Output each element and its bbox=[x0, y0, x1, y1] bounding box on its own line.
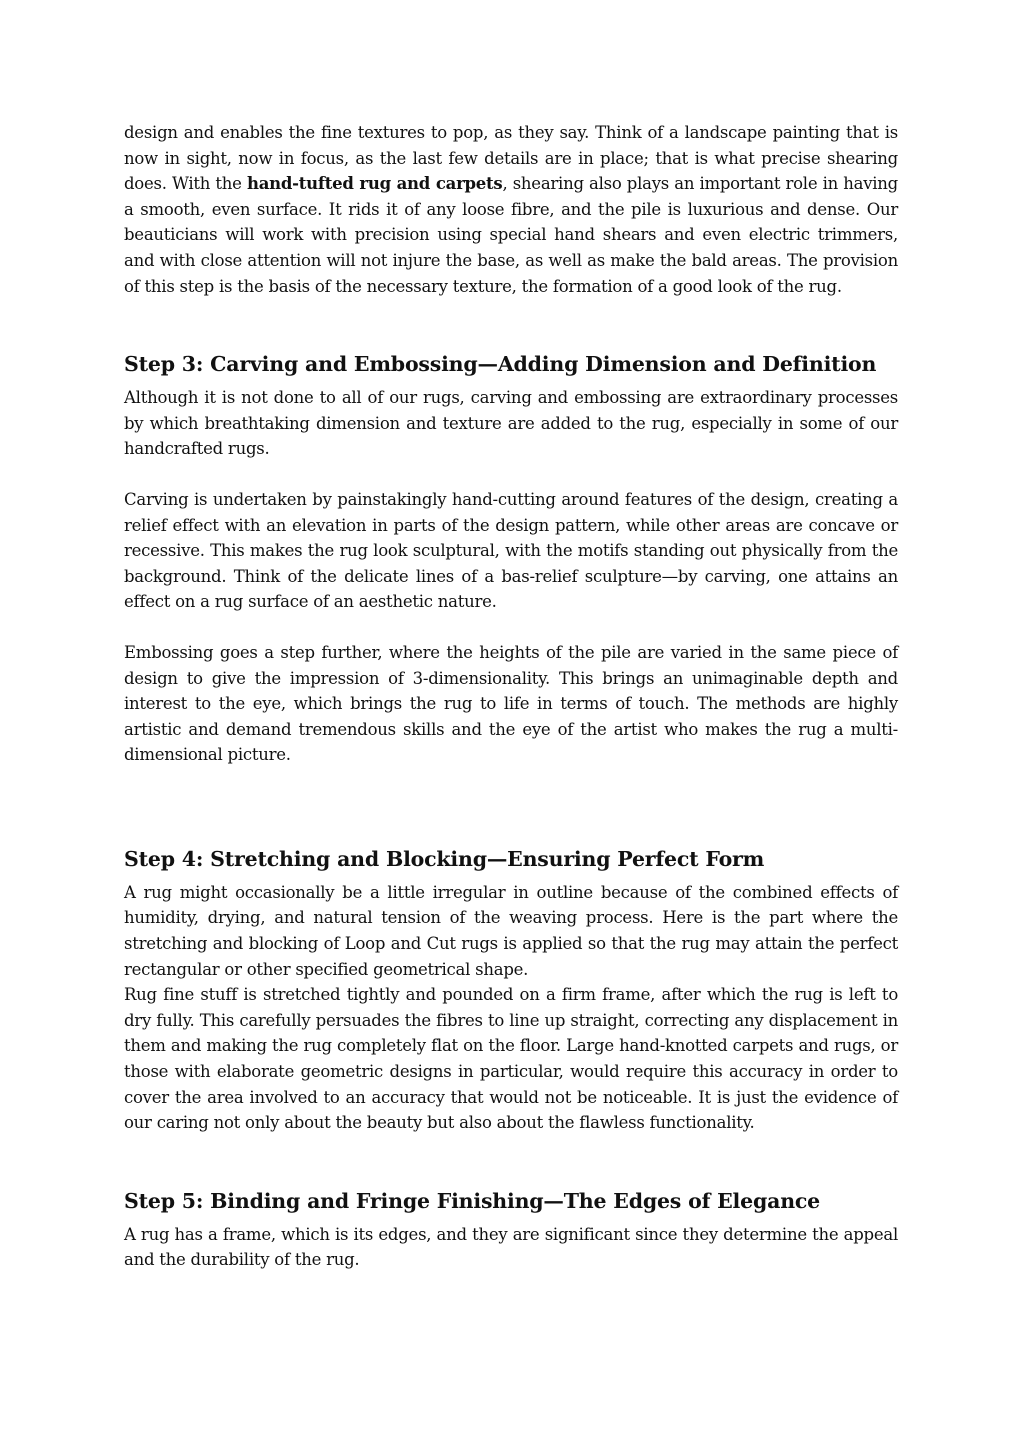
step4-paragraph-2: Rug fine stuff is stretched tightly and pounded on a firm frame, after which the rug is left to dry fully. This carefully persuades the fibres to line up straight, correcting any displacement in them and making the rug completely flat on the floor. Large hand-knotted carpets and rugs, or those with elaborate geometric designs in particular, would require this accuracy in order to cover the area involved to an accuracy that would not be noticeable. It is just the evidence of our caring not only about the beauty but also about the flawless functionality. bbox=[124, 985, 898, 1133]
step3-paragraph-2: Carving is undertaken by painstakingly hand-cutting around features of the design, creating a relief effect with an elevation in parts of the design pattern, while other areas are concave or recessive. This makes the rug look sculptural, with the motifs standing out physically from the background. Think of the delicate lines of a bas-relief sculpture—by carving, one attains an effect on a rug surface of an aesthetic nature. bbox=[124, 489, 898, 612]
document-page bbox=[124, 120, 898, 1273]
hand-tufted-rug-link-text: hand-tufted rug and carpets bbox=[246, 174, 503, 194]
step3-heading: Step 3: Carving and Embossing—Adding Dimension and Definition bbox=[124, 352, 877, 377]
intro-text-after: , shearing also plays an important role in having a smooth, even surface. It rids it of any loose fibre, and the pile is luxurious and dense. Our beauticians will work with precision using special hand shears and even electric trimmers, and with close attention will not injure the base, as well as make the bald areas. The provision of this step is the basis of the necessary texture, the formation of a good look of the rug. bbox=[124, 174, 898, 296]
step5-paragraph-1: A rug has a frame, which is its edges, and they are significant since they determine the appeal and the durability of the rug. bbox=[124, 1224, 898, 1270]
step5-heading: Step 5: Binding and Fringe Finishing—The Edges of Elegance bbox=[124, 1188, 821, 1213]
intro-paragraph bbox=[124, 120, 898, 299]
intro-text-before: design and enables the fine textures to pop, as they say. Think of a landscape painting that is now in sight, now in focus, as the last few details are in place; that is what precise shearing does. With the bbox=[124, 123, 898, 194]
step3-paragraph-1: Although it is not done to all of our rugs, carving and embossing are extraordinary processes by which breathtaking dimension and texture are added to the rug, especially in some of our handcrafted rugs. bbox=[124, 388, 898, 459]
step4-heading: Step 4: Stretching and Blocking—Ensuring Perfect Form bbox=[124, 846, 765, 871]
step3-paragraph-3: Embossing goes a step further, where the heights of the pile are varied in the same piece of design to give the impression of 3-dimensionality. This brings an unimaginable depth and interest to the eye, which brings the rug to life in terms of touch. The methods are highly artistic and demand tremendous skills and the eye of the artist who makes the rug a multi-dimensional picture. bbox=[124, 642, 898, 765]
step4-paragraph-1: A rug might occasionally be a little irregular in outline because of the combined effects of humidity, drying, and natural tension of the weaving process. Here is the part where the stretching and blocking of Loop and Cut rugs is applied so that the rug may attain the perfect rectangular or other specified geometrical shape. bbox=[124, 882, 898, 979]
